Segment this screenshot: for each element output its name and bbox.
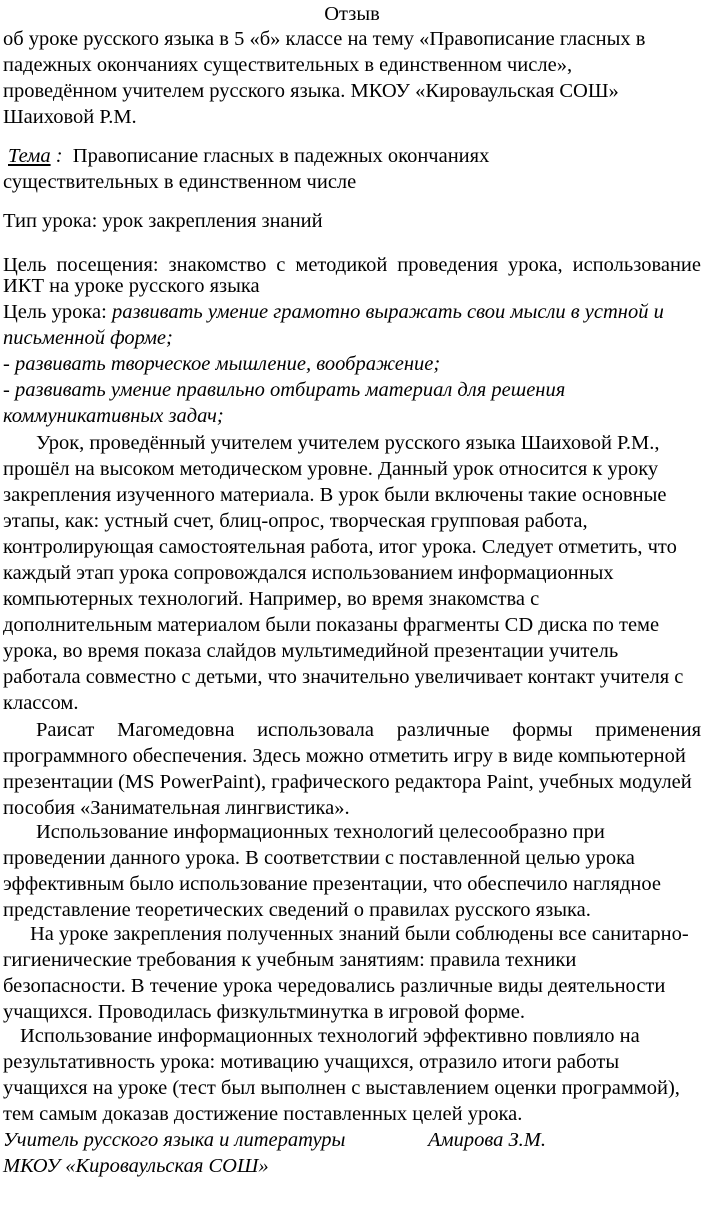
para2-line-2: программного обеспечения. Здесь можно отметить игру в виде компьютерной [3,745,686,767]
para4-line-1: На уроке закрепления полученных знаний были соблюдены все санитарно- [30,923,689,945]
goal-line-3: - развивать умение правильно отбирать материал для решения [3,379,566,401]
para4-line-4: учащихся. Проводилась физкультминутка в игровой форме. [3,1001,526,1023]
intro-line-3: проведённом учителем русского языка. МКОУ «Кироваульская СОШ» [3,80,619,102]
para1-line-8: дополнительным материалом были показаны фрагменты CD диска по теме [3,614,660,636]
topic-label: Тема [8,145,51,167]
topic-line [8,144,489,169]
intro-line-2: падежных окончаниях существительных в единственном числе», [3,54,573,76]
para3-line-1: Использование информационных технологий целесообразно при [36,821,605,843]
lesson-type: Тип урока: урок закрепления знаний [3,210,323,232]
intro-line-1: об уроке русского языка в 5 «б» классе на тему «Правописание гласных в [3,28,646,50]
para1-line-2: прошёл на высоком методическом уровне. Данный урок относится к уроку [3,458,659,480]
document-heading: Отзыв [324,3,380,25]
para1-line-4: этапы, как: устный счет, блиц-опрос, творческая групповая работа, [3,510,588,532]
para2-line-1: Раисат Магомедовна использовала различные формы применения [36,719,701,741]
para1-line-3: закрепления изученного материала. В урок были включены такие основные [3,484,667,506]
topic-text-line-2: существительных в единственном числе [3,171,357,193]
para4-line-3: безопасности. В течение урока чередовались различные виды деятельности [3,975,666,997]
para5-line-4: тем самым доказав достижение поставленных целей урока. [3,1103,523,1125]
intro-line-4: Шаиховой Р.М. [3,106,137,128]
para1-line-6: каждый этап урока сопровождался использованием информационных [3,562,614,584]
lesson-goal-line [3,300,664,325]
para1-line-10: работала совместно с детьми, что значительно увеличивает контакт учителя с [3,666,684,688]
para2-line-3: презентации (MS PowerPaint), графического редактора Paint, учебных модулей [3,771,692,793]
goal-line-2: - развивать творческое мышление, воображение; [3,353,441,375]
para5-line-2: результативность урока: мотивацию учащихся, отразило итоги работы [3,1051,620,1073]
para5-line-1: Использование информационных технологий эффективно повлияло на [20,1025,640,1047]
para1-line-11: классом. [3,692,79,714]
topic-colon: : [50,145,63,167]
goal-line-1: письменной форме; [3,327,173,349]
topic-text: Правописание гласных в падежных окончаниях [72,145,490,167]
goal-line-4: коммуникативных задач; [3,405,224,427]
signature-name: Амирова З.М. [428,1129,546,1151]
lesson-goal-text: развивать умение грамотно выражать свои мысли в устной и [111,301,664,323]
para3-line-4: представление теоретических сведений о правилах русского языка. [3,899,591,921]
signature-school: МКОУ «Кироваульская СОШ» [3,1155,269,1177]
visit-goal-line-2: ИКТ на уроке русского языка [3,275,260,297]
para1-line-5: контролирующая самостоятельная работа, итог урока. Следует отметить, что [3,536,677,558]
lesson-goal-label: Цель урока: [3,301,112,323]
para5-line-3: учащихся на уроке (тест был выполнен с выставлением оценки программой), [3,1077,680,1099]
para1-line-9: урока, во время показа слайдов мультимедийной презентации учитель [3,640,619,662]
para2-line-4: пособия «Занимательная лингвистика». [3,797,350,819]
para3-line-2: проведении данного урока. В соответствии с поставленной целью урока [3,847,635,869]
para1-line-7: компьютерных технологий. Например, во время знакомства с [3,588,540,610]
visit-goal-line-1: Цель посещения: знакомство с методикой проведения урока, использование [3,254,701,276]
para4-line-2: гигиенические требования к учебным занятиям: правила техники [3,949,577,971]
para3-line-3: эффективным было использование презентации, что обеспечило наглядное [3,873,661,895]
para1-line-1: Урок, проведённый учителем учителем русского языка Шаиховой Р.М., [36,432,660,454]
signature-role: Учитель русского языка и литературы [3,1129,346,1151]
